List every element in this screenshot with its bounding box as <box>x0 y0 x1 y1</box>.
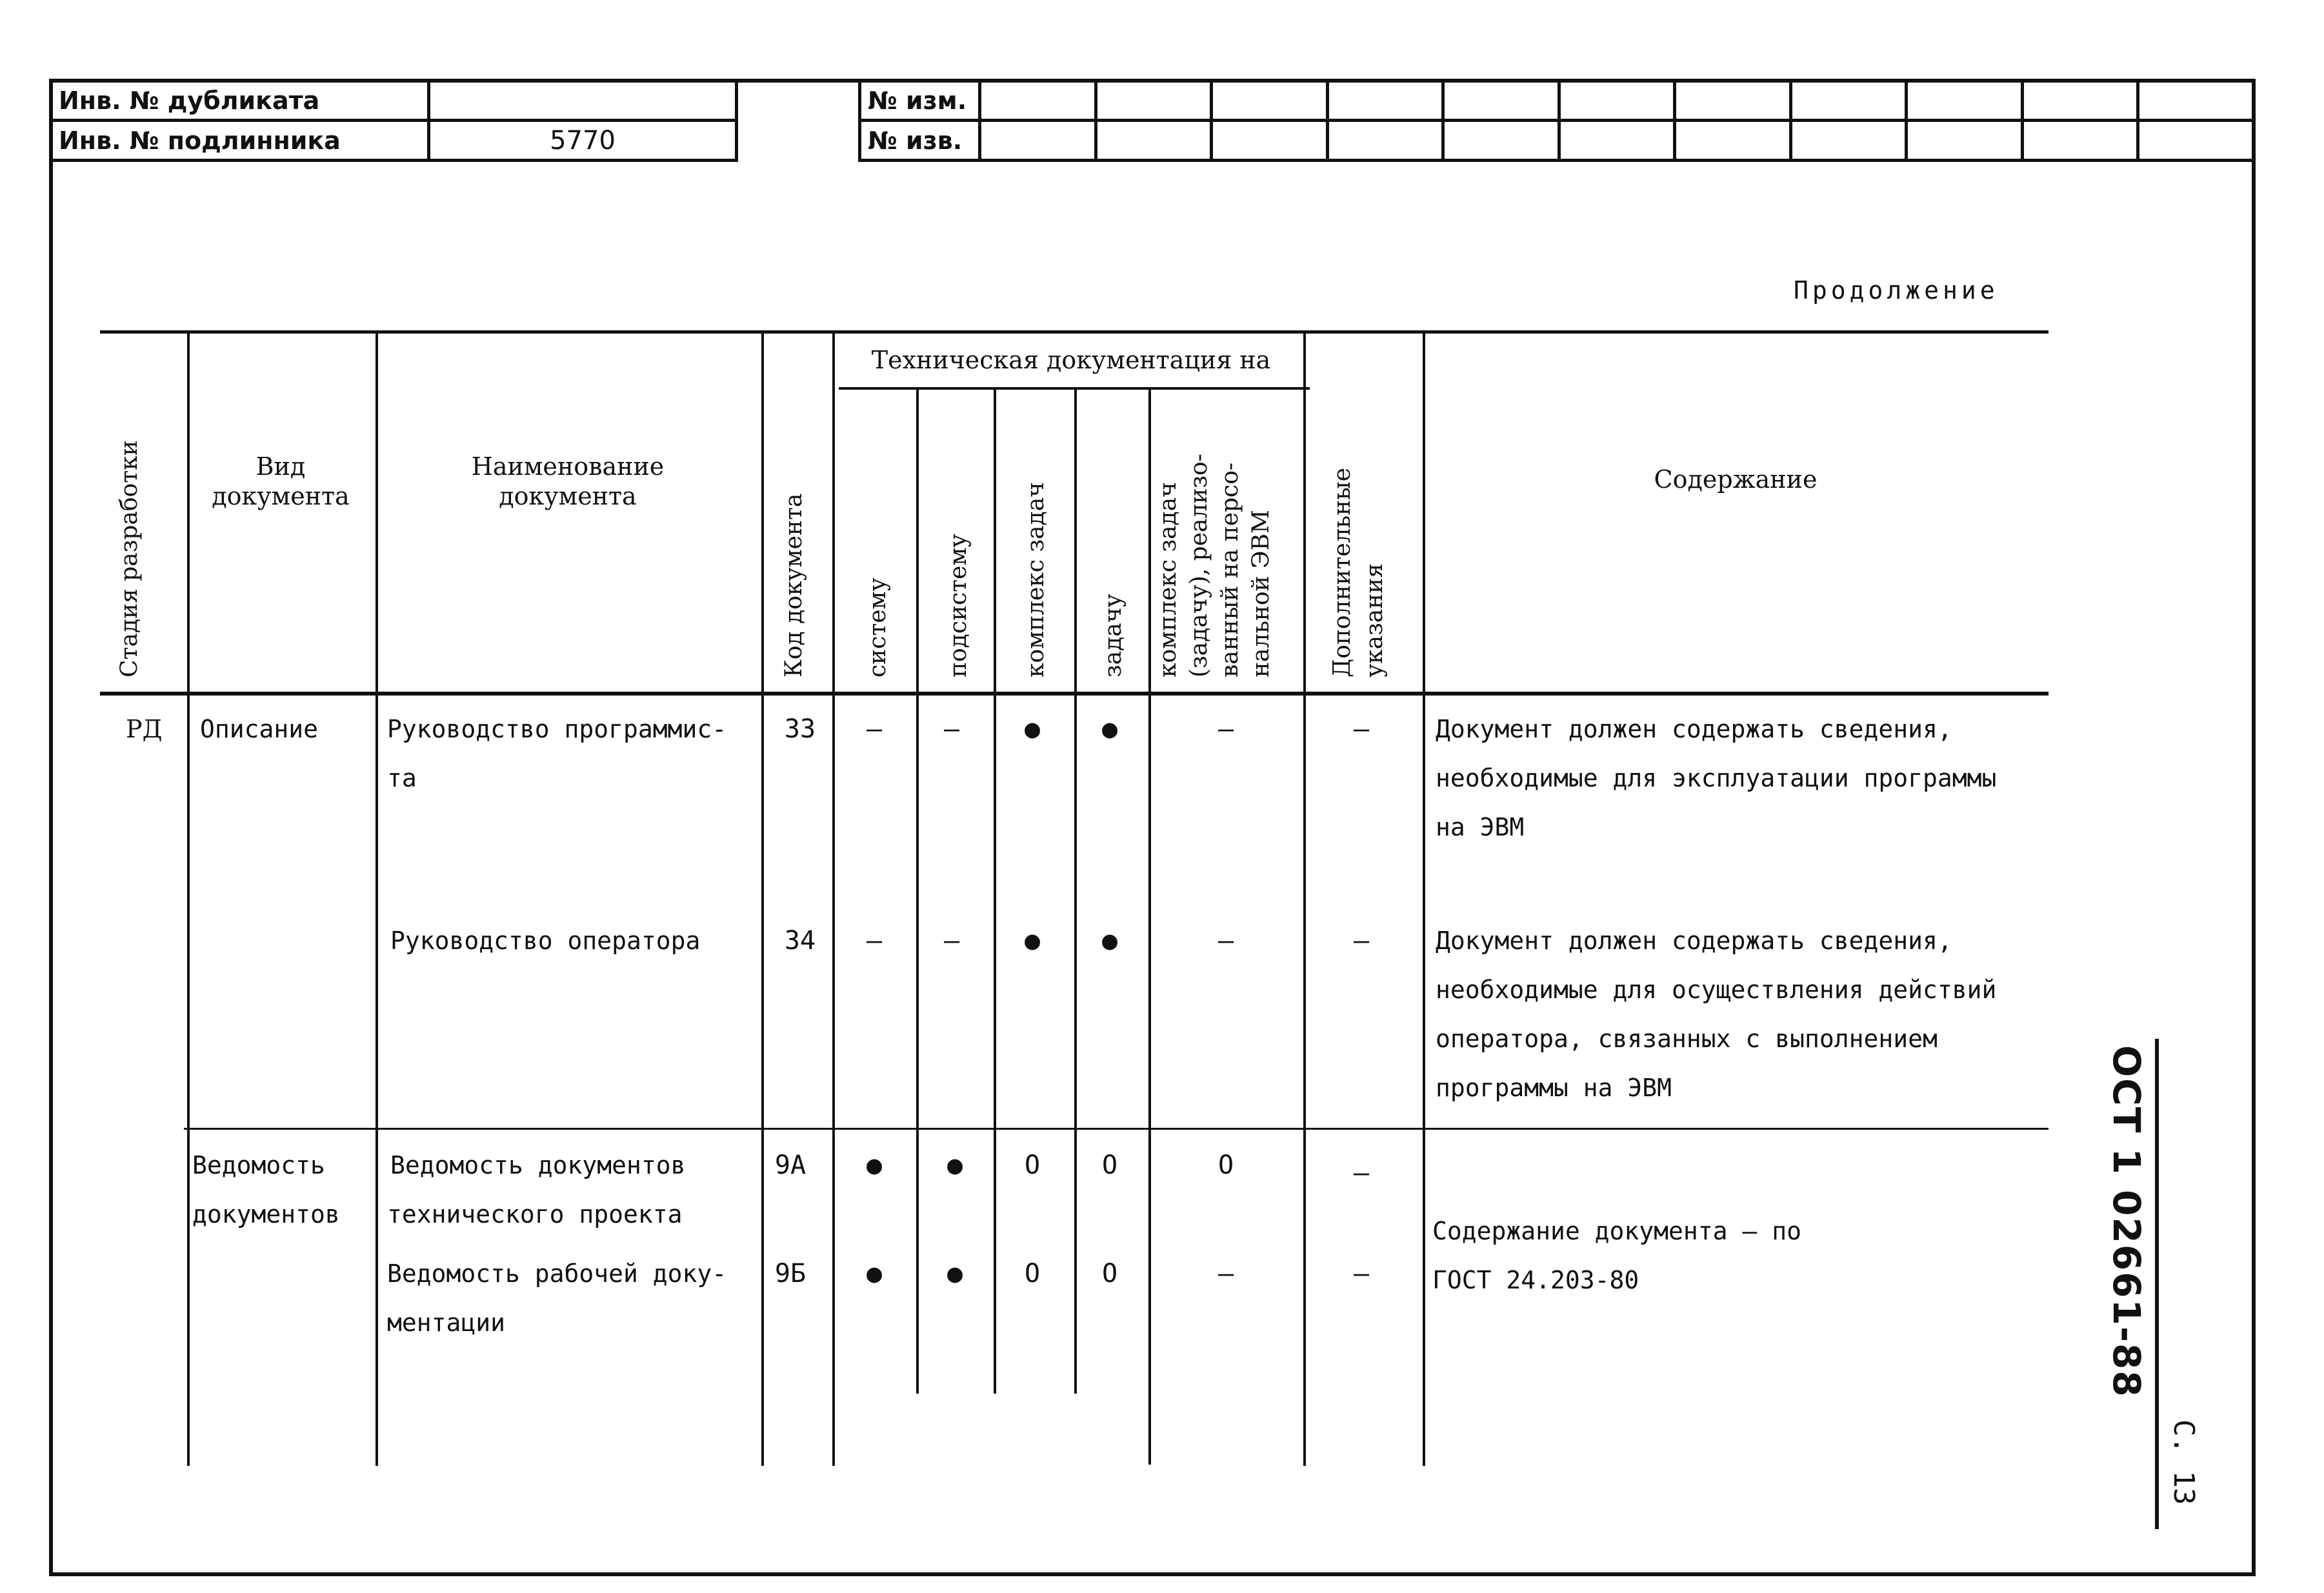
header-task-complex: комплекс задач <box>1023 482 1049 677</box>
row4-system: ● <box>866 1259 883 1288</box>
orig-value: 5770 <box>429 121 737 161</box>
col-line <box>1423 330 1425 1466</box>
row3-complex: О <box>1024 1150 1041 1180</box>
row1-subsystem: – <box>943 714 960 744</box>
row2-content-3: оператора, связанных с выполнением <box>1436 1025 1938 1053</box>
row3-task: О <box>1101 1150 1118 1180</box>
row2-content-2: необходимые для осуществления действий <box>1436 976 1997 1004</box>
col-line <box>1148 387 1151 1465</box>
header-doc-type: Вид документа <box>212 452 350 510</box>
header-content: Содержание <box>1654 465 1818 494</box>
header-doc-name: Наименование документа <box>471 452 665 510</box>
row4-extra: – <box>1353 1259 1370 1288</box>
row3-extra: – <box>1353 1158 1370 1188</box>
row2-content-1: Документ должен содержать сведения, <box>1436 927 1952 955</box>
row2-task: ● <box>1101 926 1118 956</box>
row4-pc: – <box>1217 1259 1234 1288</box>
row2-code: 34 <box>784 926 816 956</box>
row2-system: – <box>866 926 883 956</box>
side-rule <box>2155 1039 2159 1529</box>
header-doc-code: Код документа <box>781 493 807 677</box>
row2-pc: – <box>1217 926 1234 956</box>
row3-doc-type-1: Ведомость <box>192 1151 325 1179</box>
row1-code: 33 <box>784 714 816 744</box>
header-pc-4: нальной ЭВМ <box>1248 510 1274 677</box>
col-line <box>916 387 919 1394</box>
orig-label: Инв. № подлинника <box>51 121 429 161</box>
header-system: систему <box>865 577 891 677</box>
continuation-label: Продолжение <box>1794 276 1999 305</box>
row4-code: 9Б <box>774 1259 806 1288</box>
page-number: С. 13 <box>2167 1419 2200 1505</box>
row4-complex: О <box>1024 1259 1041 1288</box>
header-pc-2: (задачу), реализо- <box>1186 454 1212 677</box>
row4-name-2: ментации <box>387 1308 506 1337</box>
row3-doc-type-2: документов <box>192 1200 340 1228</box>
row1-name-1: Руководство программис- <box>387 715 727 743</box>
izm-label: № изм. <box>860 81 980 121</box>
col-line <box>187 330 190 1466</box>
row1-complex: ● <box>1024 714 1041 744</box>
header-extra-1: Дополнительные <box>1329 467 1356 677</box>
header-task: задачу <box>1100 594 1127 677</box>
header-pc-3: ванный на персо- <box>1217 462 1243 677</box>
standard-number: ОСТ 1 02661-88 <box>2105 1045 2149 1398</box>
row2-name-1: Руководство оператора <box>390 927 701 955</box>
col-line <box>832 330 835 1466</box>
row2-complex: ● <box>1024 926 1041 956</box>
col-line <box>994 387 996 1394</box>
izv-label: № изв. <box>860 121 980 161</box>
shared-content-2: ГОСТ 24.203-80 <box>1432 1266 1639 1294</box>
row2-extra: – <box>1353 926 1370 956</box>
row1-content-1: Документ должен содержать сведения, <box>1436 715 1952 743</box>
row2-content-4: программы на ЭВМ <box>1436 1074 1672 1102</box>
col-line <box>1074 387 1077 1394</box>
row4-name-1: Ведомость рабочей доку- <box>387 1259 727 1288</box>
row3-code: 9А <box>774 1150 806 1180</box>
row1-system: – <box>866 714 883 744</box>
header-pc-1: комплекс задач <box>1155 482 1181 677</box>
col-line <box>761 330 764 1466</box>
col-line <box>1303 330 1306 1466</box>
dup-label: Инв. № дубликата <box>51 81 429 121</box>
row3-system: ● <box>866 1150 883 1180</box>
row3-subsystem: ● <box>947 1150 963 1180</box>
row1-stage: РД <box>126 715 163 743</box>
row1-content-3: на ЭВМ <box>1436 813 1525 841</box>
row2-subsystem: – <box>943 926 960 956</box>
row1-pc: – <box>1217 714 1234 744</box>
row1-content-2: необходимые для эксплуатации программы <box>1436 764 1997 792</box>
row1-extra: – <box>1353 714 1370 744</box>
row1-name-2: та <box>387 764 417 792</box>
header-subsystem: подсистему <box>945 534 972 677</box>
row3-name-2: технического проекта <box>387 1200 683 1228</box>
header-stage: Стадия разработки <box>116 440 143 677</box>
col-line <box>376 330 378 1466</box>
row4-task: О <box>1101 1259 1118 1288</box>
row4-subsystem: ● <box>947 1259 963 1288</box>
table-top-rule <box>100 330 2049 334</box>
row3-pc: О <box>1217 1150 1234 1180</box>
row1-task: ● <box>1101 714 1118 744</box>
row-separator <box>184 1128 2049 1130</box>
header-extra-2: указания <box>1361 563 1388 677</box>
row1-doc-type: Описание <box>200 715 319 743</box>
header-tech-doc: Техническая документация на <box>871 346 1271 374</box>
shared-content-1: Содержание документа – по <box>1432 1217 1801 1245</box>
row3-name-1: Ведомость документов <box>390 1151 686 1179</box>
